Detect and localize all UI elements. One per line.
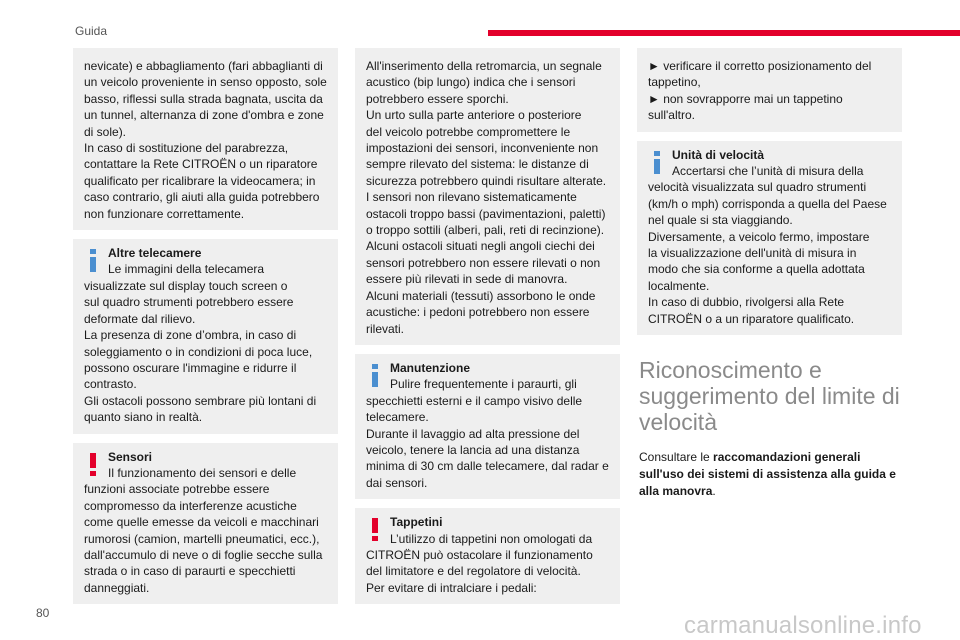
header-accent-bar <box>488 30 960 36</box>
text-line: In caso di dubbio, rivolgersi alla Rete <box>648 295 845 310</box>
text-line: veicolo, tenere la lancia ad una distanza <box>366 442 580 457</box>
warning-icon <box>84 452 102 476</box>
reference-link: sull'uso dei sistemi di assistenza alla guida e <box>639 467 896 482</box>
text-line: Alcuni ostacoli situati negli angoli ciechi dei <box>366 239 595 254</box>
text-line: Le immagini della telecamera <box>108 262 265 277</box>
text-line: del veicolo potrebbe compromettere le <box>366 124 571 139</box>
section-title-line: Riconoscimento e <box>639 357 822 384</box>
text-line: La presenza di zone d’ombra, in caso di <box>84 328 297 343</box>
text-line: possono oscurare l'immagine e ridurre il <box>84 360 297 375</box>
text-line: I sensori non rilevano sistematicamente <box>366 190 577 205</box>
column-2 <box>355 48 620 613</box>
text-line: telecamere. <box>366 410 429 425</box>
section-title-line: suggerimento del limite di <box>639 383 900 410</box>
text-line: un tunnel, alternanza di zone d'ombra e zone <box>84 108 324 123</box>
header-title: Guida <box>75 24 108 38</box>
text-line: Pulire frequentemente i paraurti, gli <box>390 377 577 392</box>
note-box-retromarcia <box>355 48 620 345</box>
text-line: soleggiamento o in condizioni di poca luce, <box>84 344 313 359</box>
text-line: sull'altro. <box>648 108 695 123</box>
note-box-intro <box>73 48 338 230</box>
text-line: non funzionare correttamente. <box>84 206 245 221</box>
text-line: ► non sovrapporre mai un tappetino <box>648 91 843 106</box>
text-line: Durante il lavaggio ad alta pressione del <box>366 426 580 441</box>
note-title: Unità di velocità <box>672 147 765 162</box>
text-line: velocità visualizzata sul quadro strumenti <box>648 180 867 195</box>
section-text <box>639 449 902 500</box>
column-3 <box>637 48 902 500</box>
note-box-tappetino <box>637 48 902 132</box>
text-span: . <box>712 484 716 499</box>
text-line: acustico (bip lungo) indica che i sensori <box>366 75 576 90</box>
text-line: (km/h o mph) corrisponda a quella del Paese <box>648 196 887 211</box>
text-line: potrebbero essere sporchi. <box>366 91 509 106</box>
text-line: nel quale si sta viaggiando. <box>648 213 793 228</box>
note-box-altre-telecamere <box>73 239 338 433</box>
text-line: nevicate) e abbagliamento (fari abbaglianti di <box>84 59 323 73</box>
text-line: CITROËN o a un riparatore qualificato. <box>648 311 855 326</box>
text-line: tappetino, <box>648 75 701 90</box>
text-line: di sole). <box>84 124 127 139</box>
text-line: rilevati. <box>366 321 405 336</box>
text-line: modo che sia conforme a quella adottata <box>648 262 865 277</box>
note-title: Tappetini <box>390 515 443 530</box>
text-line: Il funzionamento dei sensori e delle <box>108 465 297 480</box>
watermark: carmanualsonline.info <box>684 612 922 639</box>
text-line: basso, riflessi sulla strada bagnata, uscita da <box>84 91 323 106</box>
note-title: Manutenzione <box>390 360 470 375</box>
text-line: danneggiati. <box>84 580 150 595</box>
text-line: un veicolo proveniente in senso opposto, sole <box>84 75 327 90</box>
info-icon <box>366 363 384 387</box>
text-line: o troppo sottili (alberi, pali, reti di recinzione). <box>366 223 605 238</box>
text-line: localmente. <box>648 278 710 293</box>
reference-link: raccomandazioni generali <box>713 450 861 465</box>
section-title-line: velocità <box>639 409 717 436</box>
section-title <box>639 357 902 435</box>
text-line: funzioni associate potrebbe essere <box>84 482 270 497</box>
note-box-manutenzione <box>355 354 620 499</box>
text-line: caso contrario, gli aiuti alla guida potrebbero <box>84 190 320 205</box>
page-number: 80 <box>36 606 50 620</box>
text-line: All'inserimento della retromarcia, un segnale <box>366 59 602 73</box>
text-line: Alcuni materiali (tessuti) assorbono le onde <box>366 288 596 303</box>
text-line: qualificato per ricalibrare la videocamera; in <box>84 173 316 188</box>
info-icon <box>648 150 666 174</box>
text-line: sensori potrebbero non essere rilevati o non <box>366 255 601 270</box>
text-line: minima di 30 cm dalle telecamere, dal radar e <box>366 459 609 474</box>
note-box-unita-velocita <box>637 141 902 335</box>
text-span: Consultare le <box>639 450 714 465</box>
column-1 <box>73 48 338 613</box>
text-line: dai sensori. <box>366 475 428 490</box>
text-line: sempre rilevato del sistema: le distanze di <box>366 157 589 172</box>
text-line: compromesso da interferenze acustiche <box>84 498 297 513</box>
text-line: L’utilizzo di tappetini non omologati da <box>390 531 593 546</box>
text-line: Diversamente, a veicolo fermo, impostare <box>648 229 870 244</box>
warning-icon <box>366 517 384 541</box>
text-line: strada o in caso di paraurti e specchietti <box>84 564 296 579</box>
text-line: rumorosi (camion, martelli pneumatici, ecc.), <box>84 531 320 546</box>
note-title: Sensori <box>108 449 153 464</box>
text-line: come quelle emesse da veicoli e macchinari <box>84 515 319 530</box>
text-line: Gli ostacoli possono sembrare più lontani di <box>84 393 317 408</box>
text-line: contrasto. <box>84 377 137 392</box>
text-line: sicurezza potrebbero quindi risultare alterate. <box>366 173 607 188</box>
note-title: Altre telecamere <box>108 246 202 261</box>
text-line: deformate dal rilievo. <box>84 311 196 326</box>
note-box-sensori <box>73 443 338 605</box>
text-line: specchietti esterni e il campo visivo delle <box>366 393 583 408</box>
text-line: contattare la Rete CITROËN o un riparatore <box>84 157 318 172</box>
text-line: ostacoli troppo bassi (pavimentazioni, paletti) <box>366 206 606 221</box>
text-line: quanto siano in realtà. <box>84 410 203 425</box>
text-line: sul quadro strumenti potrebbero essere <box>84 295 294 310</box>
text-line: Un urto sulla parte anteriore o posteriore <box>366 108 582 123</box>
text-line: Per evitare di intralciare i pedali: <box>366 580 537 595</box>
text-line: acustiche: i pedoni potrebbero non essere <box>366 305 590 320</box>
note-box-tappetini <box>355 508 620 604</box>
text-line: visualizzate sul display touch screen o <box>84 278 288 293</box>
text-line: dall'accumulo di neve o di foglie secche sulla <box>84 547 323 562</box>
text-line: ► verificare il corretto posizionamento del <box>648 59 872 73</box>
text-line: del limitatore e del regolatore di velocità. <box>366 564 581 579</box>
info-icon <box>84 248 102 272</box>
reference-link: alla manovra <box>639 484 713 499</box>
text-line: la visualizzazione dell'unità di misura in <box>648 246 857 261</box>
text-line: CITROËN può ostacolare il funzionamento <box>366 547 593 562</box>
text-line: In caso di sostituzione del parabrezza, <box>84 141 289 156</box>
text-line: essere più rilevati in sede di manovra. <box>366 272 568 287</box>
text-line: Accertarsi che l’unità di misura della <box>672 164 864 179</box>
text-line: impostazioni dei sensori, inconveniente non <box>366 141 599 156</box>
